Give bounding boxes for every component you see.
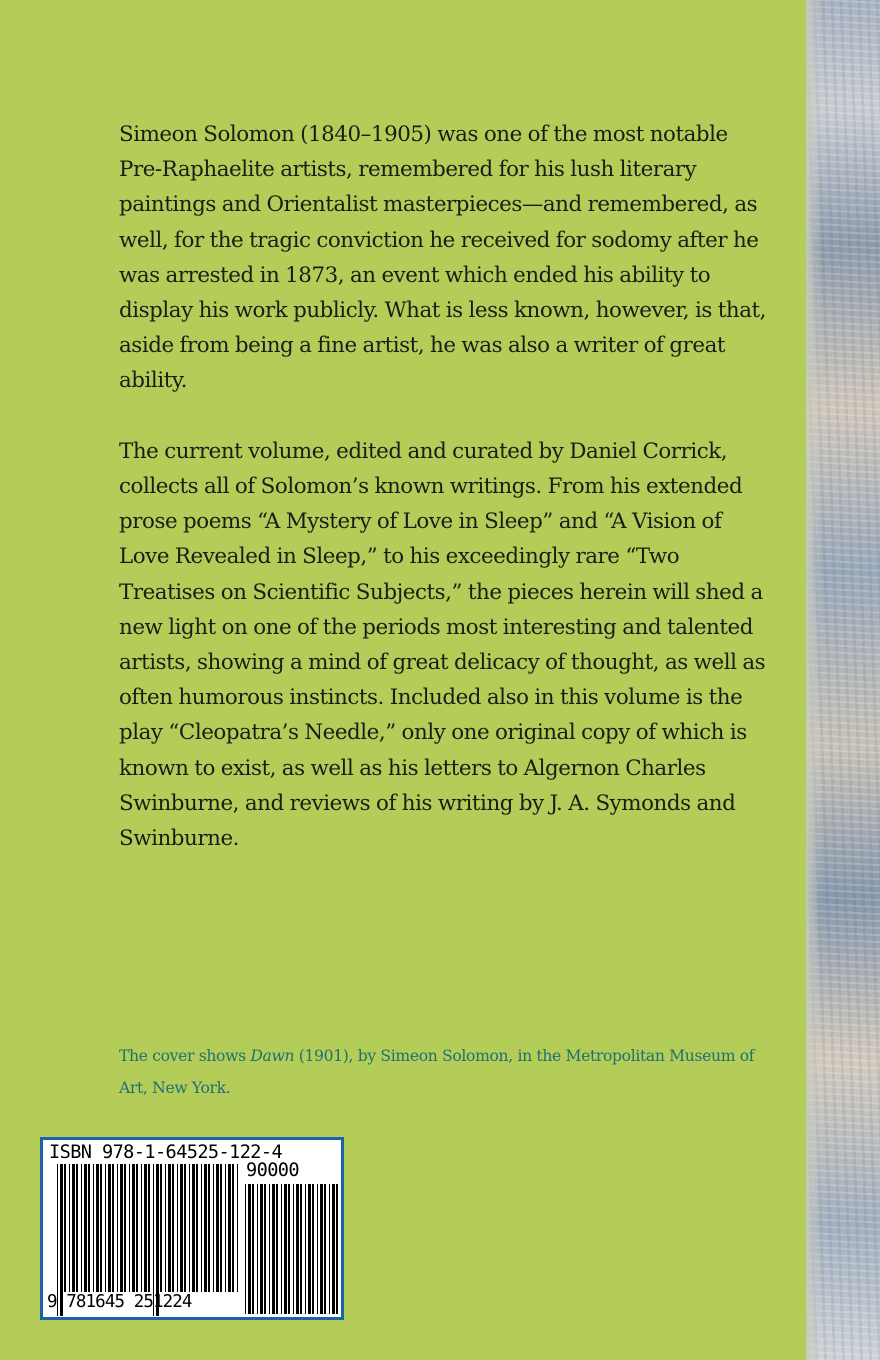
barcode-bar bbox=[112, 1164, 114, 1292]
barcode-bar bbox=[312, 1184, 314, 1314]
barcode-bar bbox=[308, 1184, 311, 1314]
description-paragraph-2: The current volume, edited and curated by Daniel Corrick, collects all of Solomon’s known writings. From his extended prose poems “A Mystery of Love in Sleep” and “A Vision of Love Revealed in Sleep,” to his exceedingly rare “Two Treatises on Scientific Subjects,” the pieces herein will shed a new light on one of the periods most interesting and talented artists, showing a mind of great delicacy of thought, as well as often humorous instincts. Included also in this volume is the play “Cleopatra’s Needle,” only one original copy of which is known to exist, as well as his letters to Algernon Charles Swinburne, and reviews of his writing by J. A. Symonds and Swinburne. bbox=[119, 438, 766, 852]
barcode-bar bbox=[105, 1164, 106, 1292]
barcode-bar bbox=[305, 1184, 306, 1314]
barcode-bar bbox=[184, 1164, 186, 1292]
barcode-bar bbox=[220, 1164, 222, 1292]
barcode-bar bbox=[336, 1184, 338, 1314]
book-description bbox=[119, 117, 769, 856]
barcode-bar bbox=[177, 1164, 178, 1292]
barcode-bar bbox=[168, 1164, 171, 1292]
barcode-bar bbox=[260, 1184, 263, 1314]
price-code: 90000 bbox=[246, 1160, 299, 1181]
barcode-bar bbox=[96, 1164, 99, 1292]
barcode-bar bbox=[76, 1164, 78, 1292]
barcode-bar bbox=[257, 1184, 258, 1314]
barcode-bar bbox=[81, 1164, 82, 1292]
barcode-bar bbox=[276, 1184, 278, 1314]
barcode-bar bbox=[216, 1164, 219, 1292]
barcode-bar bbox=[108, 1164, 111, 1292]
barcode-bar bbox=[120, 1164, 123, 1292]
barcode-bar bbox=[293, 1184, 294, 1314]
barcode-bar bbox=[69, 1164, 70, 1292]
barcode-bar bbox=[320, 1184, 323, 1314]
barcode-bar bbox=[264, 1184, 266, 1314]
barcode-bar bbox=[228, 1164, 231, 1292]
barcode-bar bbox=[189, 1164, 190, 1292]
barcode-bar bbox=[201, 1164, 202, 1292]
barcode-bar bbox=[269, 1184, 270, 1314]
barcode-bar bbox=[225, 1164, 226, 1292]
barcode-bar bbox=[192, 1164, 195, 1292]
cover-image-caption bbox=[119, 1040, 779, 1104]
barcode-bar bbox=[296, 1184, 299, 1314]
barcode-bar bbox=[136, 1164, 138, 1292]
barcode-bar bbox=[232, 1164, 234, 1292]
barcode-bar bbox=[64, 1164, 66, 1292]
barcode-bar bbox=[124, 1164, 126, 1292]
barcode-bar bbox=[324, 1184, 326, 1314]
caption-suffix: (1901), by Simeon Solomon, in the Metropolitan Museum of Art, New York. bbox=[119, 1047, 755, 1097]
caption-prefix: The cover shows bbox=[119, 1047, 251, 1065]
barcode-bar bbox=[93, 1164, 94, 1292]
barcode-bar bbox=[248, 1184, 251, 1314]
barcode-bar bbox=[208, 1164, 210, 1292]
barcode-bar bbox=[84, 1164, 87, 1292]
barcode-bar bbox=[141, 1164, 142, 1292]
barcode-bar bbox=[245, 1184, 246, 1314]
isbn-barcode bbox=[40, 1137, 344, 1320]
ean-digits: 9 781645 251224 bbox=[47, 1292, 192, 1312]
barcode-bar bbox=[288, 1184, 290, 1314]
barcode-bar bbox=[160, 1164, 162, 1292]
barcode-bar bbox=[284, 1184, 287, 1314]
isbn-label: ISBN 978-1-64525-122-4 bbox=[49, 1142, 283, 1163]
barcode-bar bbox=[88, 1164, 90, 1292]
caption-artwork-title: Dawn bbox=[250, 1047, 295, 1065]
barcode-bar bbox=[252, 1184, 254, 1314]
barcode-bar bbox=[204, 1164, 207, 1292]
barcode-bar bbox=[117, 1164, 118, 1292]
barcode-bar bbox=[132, 1164, 135, 1292]
barcode-bar bbox=[281, 1184, 282, 1314]
barcode-bar bbox=[148, 1164, 150, 1292]
painting-edge-shadow bbox=[806, 0, 822, 1360]
barcode-bar bbox=[144, 1164, 147, 1292]
barcode-bar bbox=[165, 1164, 166, 1292]
barcode-bar bbox=[300, 1184, 302, 1314]
barcode-bar bbox=[129, 1164, 130, 1292]
barcode-bar bbox=[172, 1164, 174, 1292]
barcode-bar bbox=[100, 1164, 102, 1292]
barcode-bar bbox=[213, 1164, 214, 1292]
barcode-bar bbox=[332, 1184, 335, 1314]
barcode-bar bbox=[196, 1164, 198, 1292]
barcode-bar bbox=[272, 1184, 275, 1314]
barcode-bar bbox=[72, 1164, 75, 1292]
barcode-bar bbox=[237, 1164, 238, 1292]
description-paragraph-1: Simeon Solomon (1840–1905) was one of the most notable Pre-Raphaelite artists, remembered for his lush literary paintings and Orientalist masterpieces—and remembered, as well, for the tragic conviction he received for sodomy after he was arrested in 1873, an event which ended his ability to display his work publicly. What is less known, however, is that, aside from being a fine artist, he was also a writer of great ability. bbox=[119, 122, 767, 394]
barcode-bar bbox=[317, 1184, 318, 1314]
price-addon-bars bbox=[245, 1184, 337, 1314]
barcode-bar bbox=[329, 1184, 330, 1314]
barcode-bar bbox=[180, 1164, 183, 1292]
